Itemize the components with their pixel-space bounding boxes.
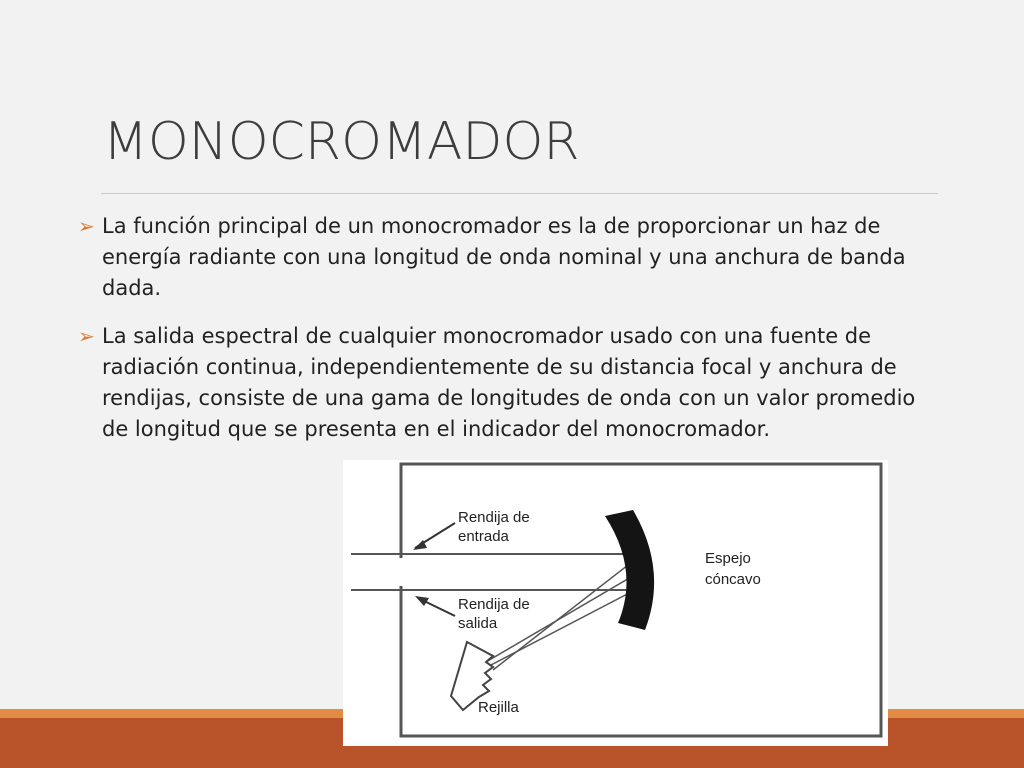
exit-arrow-head-icon: [415, 596, 429, 606]
concave-mirror-icon: [605, 510, 654, 630]
slide-title: MONOCROMADOR: [103, 112, 580, 172]
label-mirror-line1: Espejo: [705, 550, 751, 567]
slide-body: [78, 211, 938, 462]
diagram-svg: [343, 460, 888, 746]
label-mirror-line2: cóncavo: [705, 571, 761, 588]
label-exit-line1: Rendija de: [458, 596, 530, 613]
bullet-text: La salida espectral de cualquier monocromador usado con una fuente de radiación continua, independientemente de su distancia focal y anchura de rendijas, consiste de una gama de longitudes de onda con un valor promedio de longitud que se presenta en el indicador del monocromador.: [102, 324, 916, 441]
arrow-bullet-icon: ➢: [78, 214, 95, 238]
title-divider: [101, 193, 938, 194]
bullet-text: La función principal de un monocromador es la de proporcionar un haz de energía radiante con una longitud de onda nominal y una anchura de banda dada.: [102, 214, 906, 300]
label-grating: Rejilla: [478, 699, 519, 716]
bullet-item: [78, 211, 938, 304]
label-entrance-line2: entrada: [458, 528, 509, 545]
label-exit-line2: salida: [458, 615, 498, 632]
bullet-item: [78, 321, 938, 445]
ray-line: [493, 558, 637, 670]
ray-line: [486, 570, 643, 662]
monochromator-diagram: [343, 460, 888, 746]
label-entrance-line1: Rendija de: [458, 509, 530, 526]
arrow-bullet-icon: ➢: [78, 324, 95, 348]
